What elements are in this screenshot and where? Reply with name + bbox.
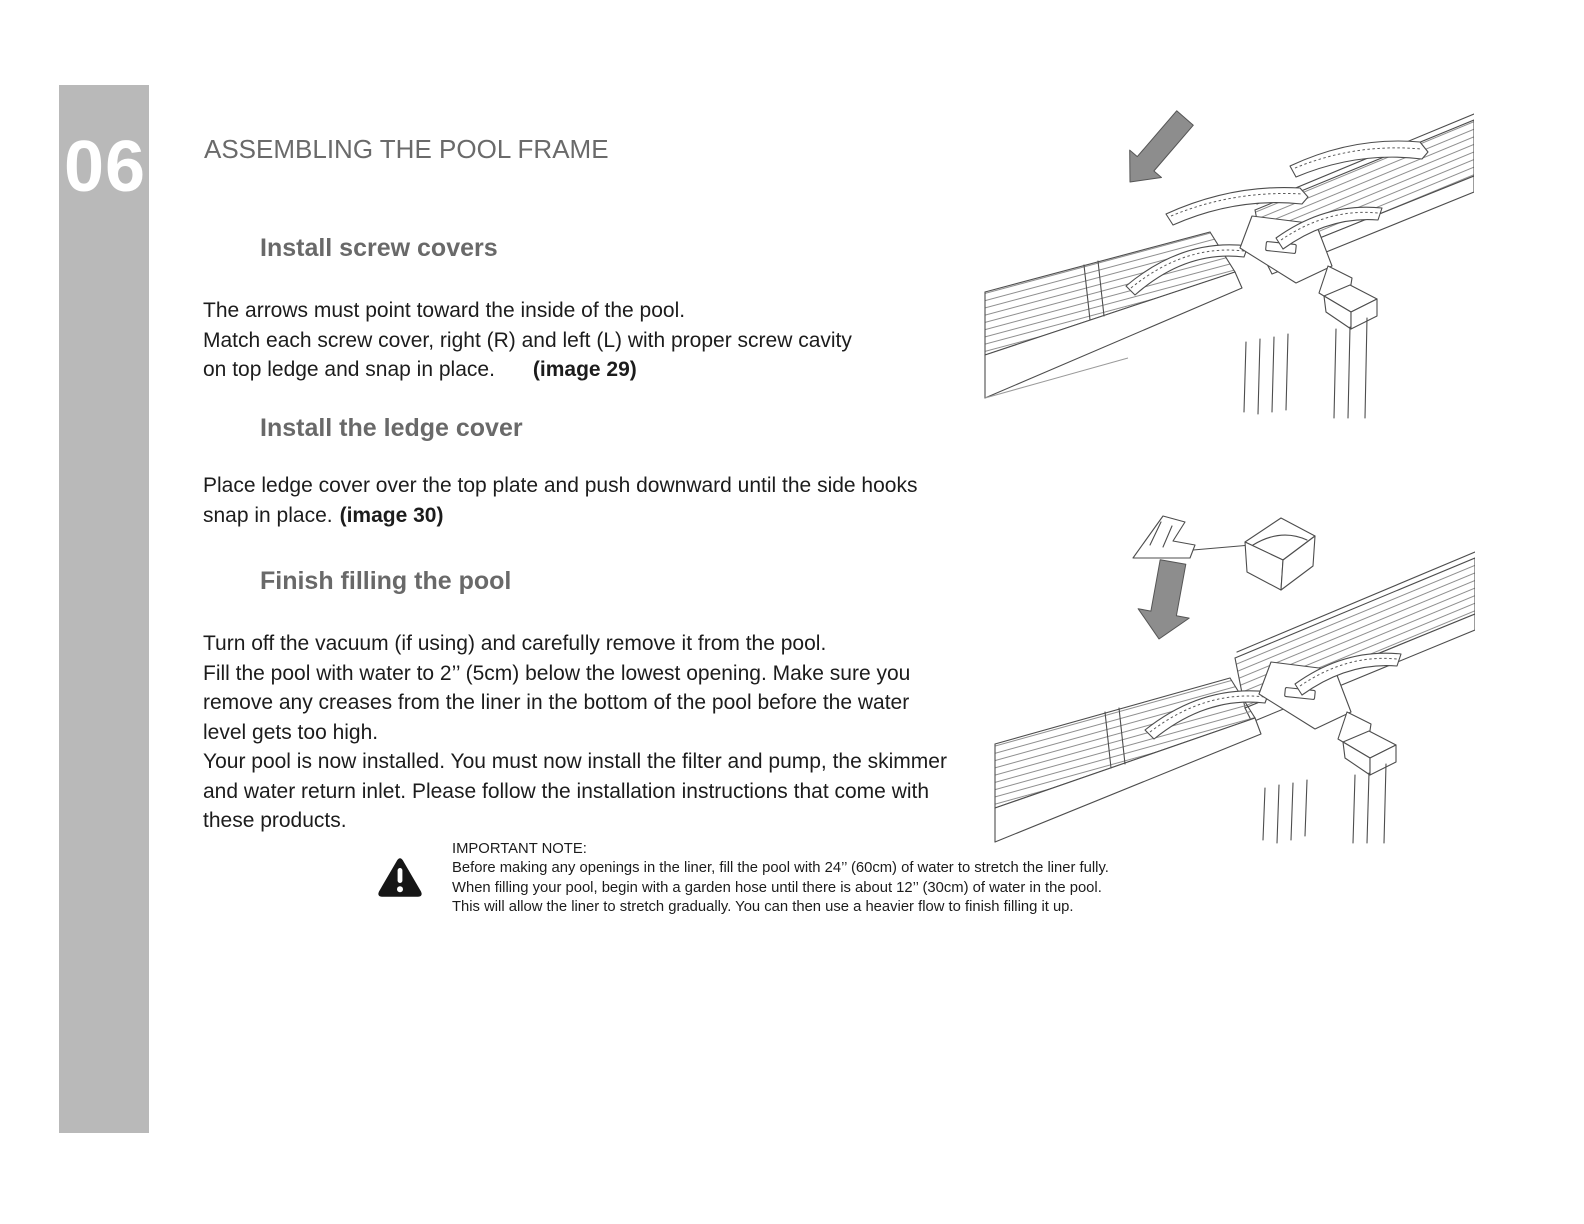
note-line: Before making any openings in the liner, fill the pool with 24’’ (60cm) of water to stretch the liner fully. [452,860,1109,877]
text-line: and water return inlet. Please follow the installation instructions that come with [203,779,930,803]
text-line: Match each screw cover, right (R) and left (L) with proper screw cavity [203,328,852,352]
text-line: remove any creases from the liner in the bottom of the pool before the water [203,691,910,714]
paragraph-install-ledge-cover [203,471,1033,530]
text-line: these products. [203,809,347,832]
important-note [452,840,1152,917]
text-line: Your pool is now installed. You must now install the filter and pump, the skimmer [203,750,947,773]
text-line [203,355,1033,385]
text-line [203,501,1033,531]
text-line: Turn off the vacuum (if using) and carefully remove it from the pool. [203,632,827,655]
note-line: This will allow the liner to stretch gradually. You can then use a heavier flow to finish filling it up. [452,898,1074,915]
paragraph-finish-filling-pool [203,629,1033,836]
important-note-title: IMPORTANT NOTE: [452,841,587,857]
illustration-image-29-screw-covers [978,96,1474,428]
text-line: level gets too high. [203,720,379,744]
text-line: Fill the pool with water to 2’’ (5cm) below the lowest opening. Make sure you [203,661,911,685]
paragraph-install-screw-covers [203,296,1033,385]
section-heading-finish-filling-pool: Finish filling the pool [260,567,512,595]
text-line: Place ledge cover over the top plate and push downward until the side hooks [203,474,918,497]
vertical-post [1263,764,1386,843]
vertical-post [1244,318,1367,418]
page-title: ASSEMBLING THE POOL FRAME [204,134,609,164]
chapter-number: 06 [63,127,147,207]
text-fragment: snap in place. [203,503,333,527]
arrow-down-left-icon [1130,111,1194,182]
text-line: The arrows must point toward the inside of the pool. [203,299,686,322]
text-fragment: on top ledge and snap in place. [203,358,495,381]
image-30-reference: (image 30) [339,503,444,527]
image-29-reference: (image 29) [532,358,637,381]
arrow-down-icon [1138,560,1189,639]
section-heading-install-screw-covers: Install screw covers [260,234,498,262]
chapter-sidebar [59,85,149,1133]
note-line: When filling your pool, begin with a garden hose until there is about 12’’ (30cm) of water in the pool. [452,879,1102,896]
warning-triangle-icon [377,857,423,899]
illustration-image-30-ledge-cover [993,496,1475,844]
section-heading-install-ledge-cover: Install the ledge cover [260,414,523,442]
